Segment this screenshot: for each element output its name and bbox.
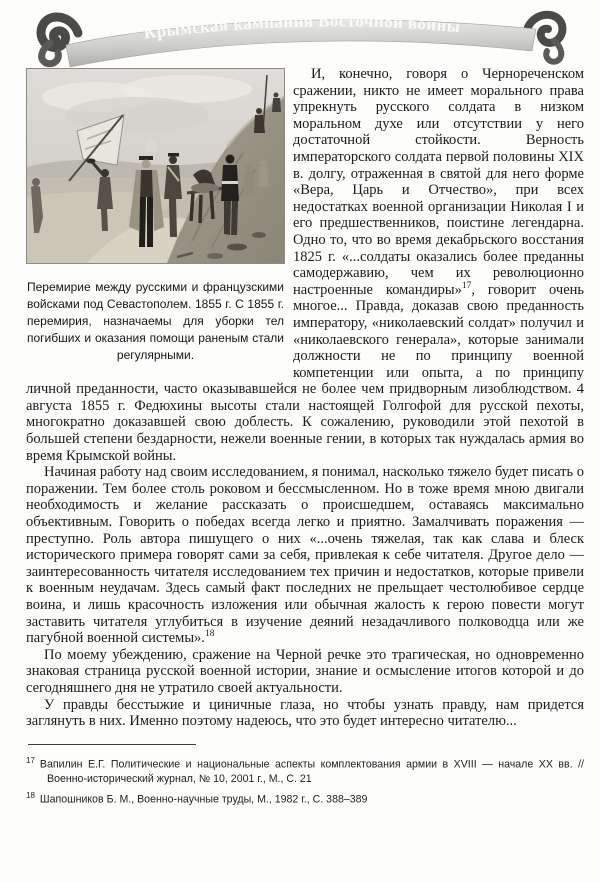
footnote-17: [26, 754, 584, 787]
chapter-title: Крымская кампания Восточной войны: [142, 11, 462, 43]
footnote-ref-18: 18: [204, 629, 215, 640]
truce-engraving-graphic: [27, 69, 284, 263]
footnote-text: Шапошников Б. М., Военно-научные труды, М., 1982 г., С. 388–389: [39, 793, 368, 806]
paragraph-text: , говорит очень многое... Правда, доказав свою преданность императору, «николаевский солдат» получил и «николаевского генерала», которые занимали должности не по принципу военной компетенции или опыта, а по принципу личной преданности, часто оказывавшейся не более чем придворным лизоблюдством. 4 августа 1855 г. Федюхины высоты стали настоящей Голгофой для русской пехоты, многократно доказавшей свою доблесть. К сожалению, руководили этой пехотой в большей степени бездарности, нежели военные гении, в которых так нуждалась армия во время Крымской войны.: [26, 281, 585, 464]
page-content: [26, 66, 584, 810]
body-paragraph-4: У правды бесстыжие и циничные глаза, но чтобы узнать правду, нам придется заглянуть в них. Именно поэтому надеюсь, что это будет интересно читателю...: [26, 696, 584, 730]
truce-illustration: [26, 68, 285, 264]
paragraph-text: И, конечно, говоря о Чернореченском сражении, никто не имеет морального права упрекнуть русского солдата в низком моральном духе или отсутствии у него достаточной стойкости. Верность императорского солдата первой половины XIX в. долгу, отраженная в святой для него форме «Вера, Царь и Отчество», при всех недостатках военной организации Николая I и его предшественников, поистине легендарна. Одно то, что во время декабрьского восстания 1825 г. «...солдаты оказались более преданны самодержавию, чем их революционно настроенные командиры»: [293, 66, 584, 298]
body-paragraph-3: По моему убеждению, сражение на Черной речке это трагическая, но одновременно знаковая страница русской военной истории, знание и осмысление итогов которой и до сегодняшнего дня не утратило своей актуальности.: [26, 646, 584, 696]
footnotes: [26, 744, 584, 808]
footnote-text: Вапилин Е.Г. Политические и национальные аспекты комплектования армии в XVIII — начале XX вв. // Военно-исторический журнал, № 10, 2001 г., М., С. 21: [39, 758, 584, 785]
footnote-separator: [28, 744, 196, 745]
footnote-18: [26, 789, 584, 807]
body-paragraph-2: [26, 464, 584, 647]
footnote-marker: 17: [26, 755, 35, 765]
ribbon-banner-graphic: [20, 3, 580, 69]
footnote-ref-17: 17: [461, 280, 472, 291]
paragraph-text: Начиная работу над своим исследованием, я понимал, насколько тяжело будет писать о поражении. Тем более столь роковом и бессмысленном. Но в тоже время мною двигали необходимость и желание рассказать о происшедшем, оставаясь максимально объективным. Говорить о победах всегда легко и приятно. Замалчивать поражения — преступно. Роль автора пишущего о них «...очень тяжелая, так как слава и блеск исторического примера говорят сами за себя, привлекая к себе читателя. Другое дело — заинтересованность читателя исследованием тех причин и недостатков, которые привели к военным неудачам. Здесь самый факт последних не прельщает честолюбивое сердце воина, и лишь красочность изложения или обычная жалость к герою повести могут заставить читателя углубиться в изучение деяний незадачливого полководца или же пагубной военной системы».: [26, 464, 584, 647]
figure-caption: Перемирие между русскими и французскими войсками под Севастополем. 1855 г. С 1855 г. перемирия, назначаемы для уборки тел погибших и оказания помощи раненым стали регулярными.: [27, 280, 284, 362]
figure: [26, 68, 285, 364]
footnote-marker: 18: [26, 791, 35, 801]
chapter-banner: [20, 3, 580, 69]
